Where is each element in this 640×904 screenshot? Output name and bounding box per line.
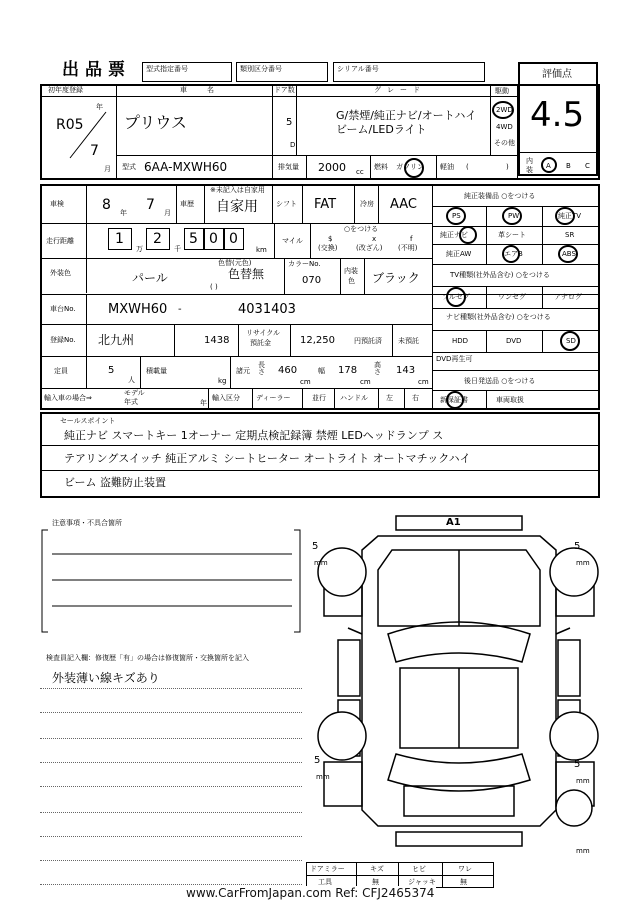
mileage-digit-2: 2 xyxy=(153,231,162,247)
manual-label: 車両取扱 xyxy=(496,396,524,404)
warranty-label: 新保証書 xyxy=(440,396,468,404)
shift-label: シフト xyxy=(276,200,297,208)
drive-2wd-circle xyxy=(492,101,514,119)
handle-right: 右 xyxy=(412,394,419,402)
tv-oneseg: ワンセグ xyxy=(498,293,526,301)
import-label: 輸入車の場合⇒ xyxy=(44,394,92,402)
dvd-label: DVD再生可 xyxy=(436,355,473,363)
navi-title: ナビ種類(社外品含む) ○をつける xyxy=(446,313,551,321)
length-label: 長さ xyxy=(258,361,265,376)
doors-label: ドア数 xyxy=(274,86,295,94)
legend-tools-value: 無 xyxy=(372,878,379,886)
option-pw: PW xyxy=(508,212,520,220)
damage-a1: A1 xyxy=(446,517,461,528)
interior-label-1: 内 xyxy=(526,157,533,165)
load-label: 積載量 xyxy=(146,367,167,375)
tread-rr: 5 xyxy=(574,759,581,770)
car-name-value: プリウス xyxy=(124,113,187,132)
reg-area: 北九州 xyxy=(98,333,135,347)
displacement-value: 2000 xyxy=(318,161,346,174)
handle-left: 左 xyxy=(386,394,393,402)
first-reg-slash xyxy=(68,110,108,160)
first-reg-month: 7 xyxy=(90,143,99,159)
drive-2wd: 2WD xyxy=(496,106,513,114)
tread-fr: 5 xyxy=(574,541,581,552)
option-ps: PS xyxy=(452,212,461,220)
load-unit: kg xyxy=(218,377,227,385)
tv-analog: アナログ xyxy=(554,293,582,301)
fuel-circle xyxy=(404,158,424,178)
first-reg-year: R05 xyxy=(56,117,84,133)
fuel-value: ガソリン xyxy=(396,163,424,171)
ac-value: AAC xyxy=(390,197,417,212)
sales-points-line1: 純正ナビ スマートキー 1オーナー 定期点検記録簿 禁煙 LEDヘッドランプ ス xyxy=(64,429,444,442)
interior-grade-b: B xyxy=(566,162,571,170)
navi-sd: SD xyxy=(566,337,576,345)
notes-bracket xyxy=(40,524,302,636)
length-value: 460 xyxy=(278,365,298,376)
light-oil-label: 軽油 xyxy=(440,163,454,171)
interior-grade-circle xyxy=(541,157,557,173)
sales-points-line2: テアリングスイッチ 純正アルミ シートヒーター オートライト オートマチックハイ xyxy=(64,452,471,465)
length-unit: cm xyxy=(300,378,311,386)
tv-title: TV種類(社外品含む) ○をつける xyxy=(450,271,550,279)
drive-4wd: 4WD xyxy=(496,123,513,131)
first-reg-year-unit: 年 xyxy=(96,103,103,111)
mileage-sen: 千 xyxy=(174,245,181,253)
interior-color-label-2: 色 xyxy=(348,277,355,285)
model-value: 6AA-MXWH60 xyxy=(144,160,228,174)
exterior-value: パール xyxy=(132,271,168,285)
reg-class: 1438 xyxy=(204,335,230,346)
option-ps-circle xyxy=(446,207,466,225)
recycle-label-1: リサイクル xyxy=(246,329,281,337)
tread-rr-unit: mm xyxy=(576,777,590,785)
grade-line1: G/禁煙/純正ナビ/オートハイ xyxy=(336,109,477,122)
interior-grade-c: C xyxy=(585,162,590,170)
mileage-digit-3: 5 xyxy=(189,231,198,247)
height-unit: cm xyxy=(418,378,429,386)
chassis-dash: - xyxy=(178,304,182,315)
model-designation-label: 型式指定番号 xyxy=(146,65,188,73)
navi-dvd: DVD xyxy=(506,337,522,345)
option-tv: 純正TV xyxy=(558,212,582,220)
chassis-label: 車台No. xyxy=(50,305,76,313)
legend-jack-value: 無 xyxy=(460,878,467,886)
grade-line2: ビーム/LEDライト xyxy=(336,123,427,136)
handle-label: ハンドル xyxy=(340,394,368,402)
change-s: $ xyxy=(328,235,333,243)
legend-door-mirror: ドアミラー xyxy=(310,865,345,873)
category-label: 類別区分番号 xyxy=(240,65,282,73)
interior-label-2: 装 xyxy=(526,166,533,174)
option-sr: SR xyxy=(565,231,575,239)
tread-rl-unit: mm xyxy=(316,773,330,781)
option-leather: 革シート xyxy=(498,231,526,239)
tread-fr-unit: mm xyxy=(576,559,590,567)
page-title: 出品票 xyxy=(62,60,131,80)
mileage-label: 走行距離 xyxy=(46,237,74,245)
chassis-number: 4031403 xyxy=(238,302,296,317)
serial-label: シリアル番号 xyxy=(337,65,379,73)
navi-sd-circle xyxy=(560,331,580,351)
width-unit: cm xyxy=(360,378,371,386)
sales-points-line3: ビーム 盗難防止装置 xyxy=(64,476,167,489)
dealer-label: ディーラー xyxy=(256,394,291,402)
change-title: ○をつける xyxy=(344,225,379,233)
displacement-unit: cc xyxy=(356,168,364,176)
mile-label: マイル xyxy=(282,237,303,245)
interior-color-value: ブラック xyxy=(372,271,420,285)
car-damage-diagram xyxy=(308,510,608,854)
tv-fullseg-circle xyxy=(446,287,466,307)
displacement-label: 排気量 xyxy=(278,163,299,171)
change-f-label: (不明) xyxy=(398,244,418,252)
parallel-label: 並行 xyxy=(312,394,326,402)
width-label: 幅 xyxy=(318,367,325,375)
notes-label: 注意事項・不具合箇所 xyxy=(52,519,122,527)
option-tv-circle xyxy=(555,207,575,225)
recycle-paid: 円預託済 xyxy=(354,337,382,345)
recycle-value: 12,250 xyxy=(300,335,335,346)
repaint-value: 色替無 xyxy=(228,267,265,281)
history-note: ※未記入は自家用 xyxy=(210,186,265,194)
inspector-label: 検査員記入欄：修復歴「有」の場合は修復箇所・交換箇所を記入 xyxy=(46,654,249,662)
drive-other: その他 xyxy=(494,139,515,147)
option-navi: 純正ナビ xyxy=(440,231,468,239)
rating-label: 評価点 xyxy=(542,69,572,80)
option-airbag-circle xyxy=(502,245,520,263)
tread-fl-unit: mm xyxy=(314,559,328,567)
tread-rl: 5 xyxy=(314,755,321,766)
doors-value: 5 xyxy=(286,117,293,128)
change-x: x xyxy=(372,235,377,243)
inspection-month-unit: 月 xyxy=(164,209,171,217)
change-x-label: (改ざん) xyxy=(356,244,383,252)
recycle-label-2: 預託金 xyxy=(250,339,271,347)
model-year-label-2: 年式 xyxy=(124,398,138,406)
option-airbag: エアB xyxy=(504,250,523,258)
height-label: 高さ xyxy=(374,361,381,376)
width-value: 178 xyxy=(338,365,358,376)
model-year-unit: 年 xyxy=(200,399,207,407)
inspection-year: 8 xyxy=(102,197,111,213)
rating-value: 4.5 xyxy=(530,95,585,135)
ac-label: 冷房 xyxy=(360,200,374,208)
history-label: 車歴 xyxy=(180,200,194,208)
repaint-label: 色替(元色) xyxy=(218,259,252,267)
inspection-label: 車検 xyxy=(50,200,64,208)
recycle-unpaid: 未預託 xyxy=(398,337,419,345)
shift-value: FAT xyxy=(314,197,337,212)
option-abs: ABS xyxy=(562,250,576,258)
legend-break: ワレ xyxy=(458,865,472,873)
interior-grade-a: A xyxy=(546,162,551,170)
option-aw: 純正AW xyxy=(446,250,472,258)
option-navi-circle xyxy=(459,226,477,244)
color-no-value: 070 xyxy=(302,275,322,286)
interior-color-label-1: 内装 xyxy=(344,267,358,275)
sales-points-label: セールスポイント xyxy=(60,417,116,425)
model-label: 型式 xyxy=(122,163,136,171)
legend-scratch: キズ xyxy=(370,865,384,873)
warranty-circle xyxy=(446,391,464,409)
capacity-unit: 人 xyxy=(128,376,135,384)
height-value: 143 xyxy=(396,365,416,376)
repaint-paren: ( ) xyxy=(210,283,218,291)
after-title: 後日発送品 ○をつける xyxy=(464,377,536,385)
drive-label: 駆動 xyxy=(495,87,509,95)
change-f: f xyxy=(410,235,413,243)
capacity-value: 5 xyxy=(108,365,115,376)
mileage-digit-1: 1 xyxy=(115,231,124,247)
navi-hdd: HDD xyxy=(452,337,469,345)
mileage-digit-5: 0 xyxy=(229,231,238,247)
history-value: 自家用 xyxy=(216,199,258,215)
mileage-unit: km xyxy=(256,246,267,254)
option-abs-circle xyxy=(558,245,578,263)
dims-label: 諸元 xyxy=(236,367,250,375)
watermark: www.CarFromJapan.com Ref: CFJ2465374 xyxy=(186,886,435,900)
legend-tools: 工具 xyxy=(318,878,332,886)
options-title: 純正装備品 ○をつける xyxy=(464,192,536,200)
exterior-label: 外装色 xyxy=(50,269,71,277)
fuel-label: 燃料 xyxy=(374,163,388,171)
legend-jack: ジャッキ xyxy=(408,878,436,886)
mileage-digit-4: 0 xyxy=(209,231,218,247)
inspector-comment: 外装薄い線キズあり xyxy=(52,671,160,685)
mileage-man: 万 xyxy=(136,245,143,253)
chassis-prefix: MXWH60 xyxy=(108,302,168,317)
car-name-label: 車名 xyxy=(180,86,234,94)
change-s-label: (交換) xyxy=(318,244,338,252)
option-pw-circle xyxy=(502,207,522,225)
reg-no-label: 登録No. xyxy=(50,336,76,344)
tread-spare-unit: mm xyxy=(576,847,590,855)
doors-unit: D xyxy=(290,141,296,149)
inspection-year-unit: 年 xyxy=(120,209,127,217)
color-no-label: カラーNo. xyxy=(288,260,321,268)
import-class-label: 輸入区分 xyxy=(212,394,240,402)
model-year-label-1: モデル xyxy=(124,389,145,397)
grade-label: グレード xyxy=(374,86,426,94)
tread-fl: 5 xyxy=(312,541,319,552)
inspection-month: 7 xyxy=(146,197,155,213)
capacity-label: 定員 xyxy=(54,367,68,375)
legend-crack: ヒビ xyxy=(412,865,426,873)
first-reg-label: 初年度登録 xyxy=(48,86,83,94)
tv-fullseg: フルセグ xyxy=(442,293,470,301)
first-reg-month-unit: 月 xyxy=(104,165,111,173)
